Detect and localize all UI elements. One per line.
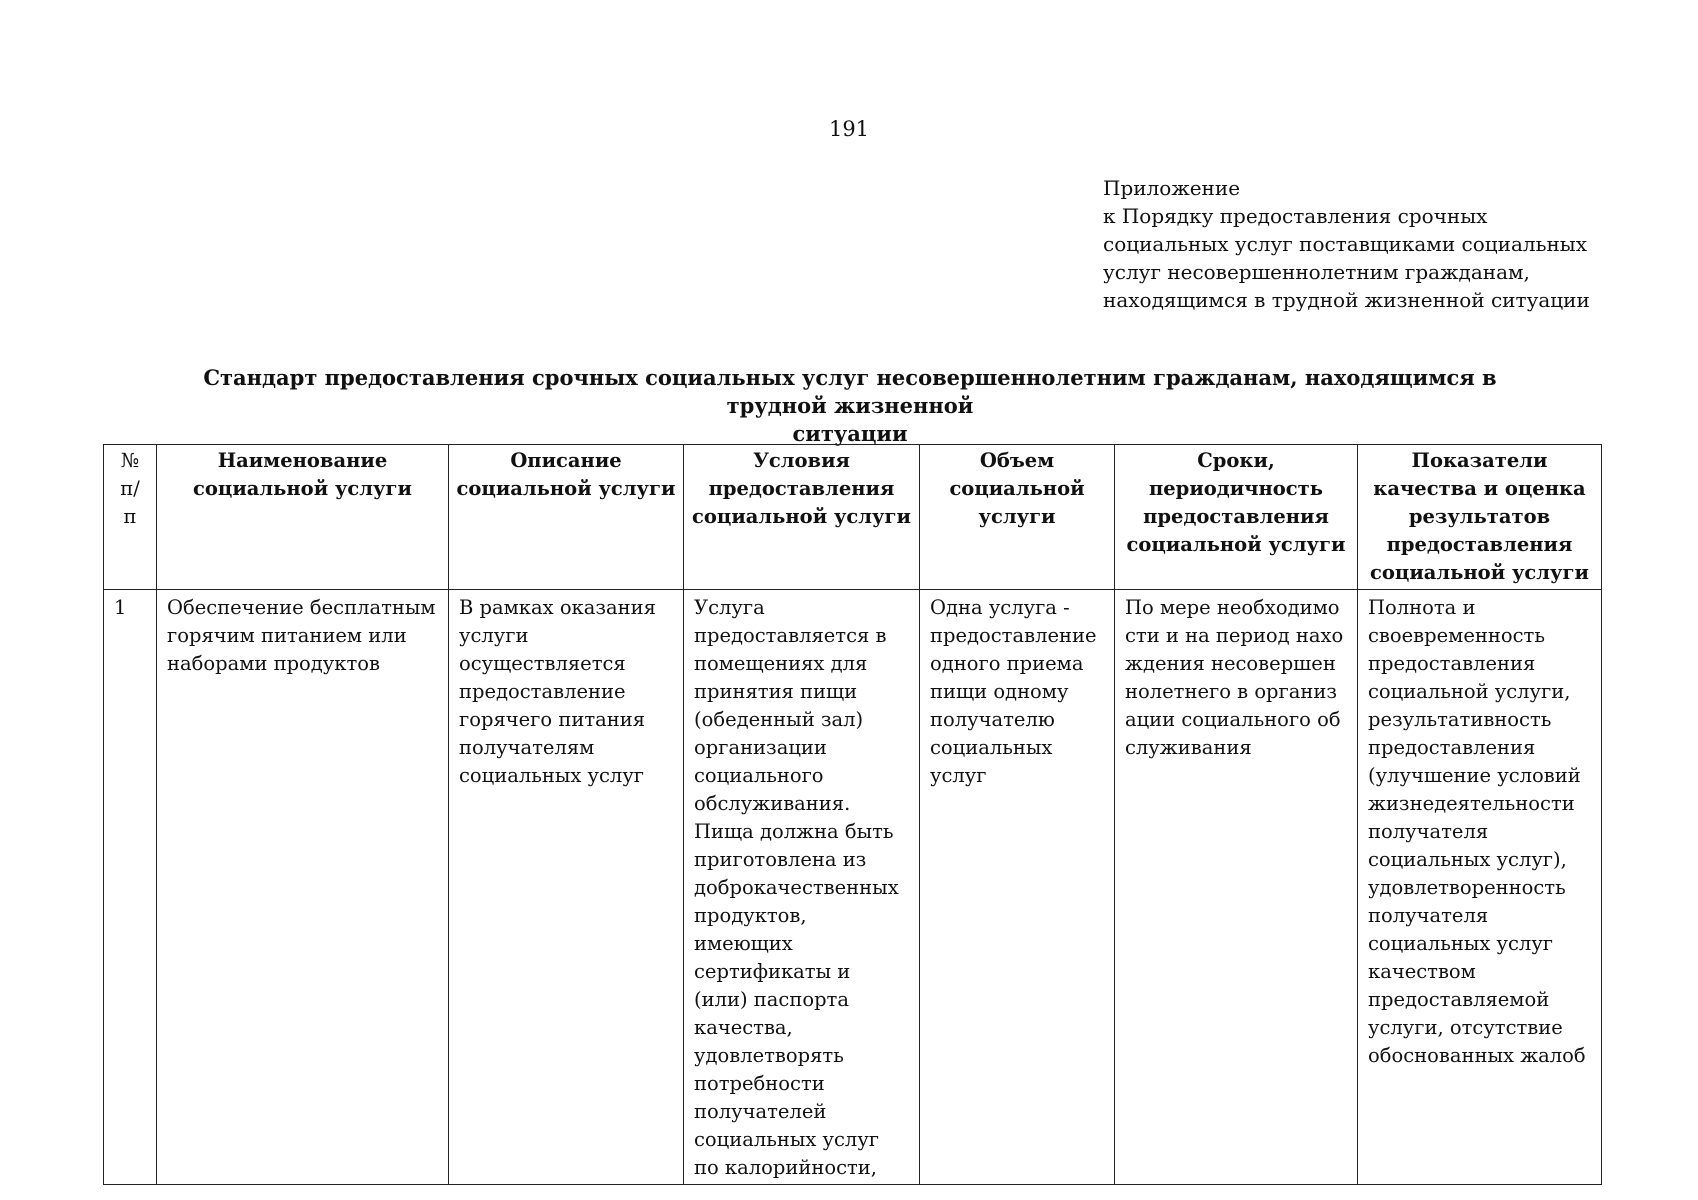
appendix-note [1103,174,1663,314]
cell-number: 1 [104,590,157,1185]
cell-service-name: Обеспечение бесплатным горячим питанием или наборами продуктов [157,590,449,1185]
page-number: 191 [828,117,870,141]
header-service-name: Наименование социальной услуги [157,445,449,590]
appendix-line: социальных услуг поставщиками социальных [1103,232,1588,256]
header-number: № п/ п [104,445,157,590]
cell-service-terms: По мере необходимости и на период нахождения несовершеннолетнего в организации социального обслуживания [1115,590,1358,1185]
cell-service-conditions: Услуга предоставляется в помещениях для принятия пищи (обеденный зал) организации социального обслуживания. Пища должна быть приготовлена из доброкачественных продуктов, имеющих сертификаты и (или) паспорта качества, удовлетворять потребности получателей социальных услуг по калорийности, [684,590,920,1185]
header-quality-indicators: Показатели качества и оценка результатов предоставления социальной услуги [1358,445,1602,590]
appendix-line: Приложение [1103,176,1241,200]
header-service-terms: Сроки, периодичность предоставления социальной услуги [1115,445,1358,590]
cell-quality-indicators: Полнота и своевременность предоставления социальной услуги, результативность предоставления (улучшение условий жизнедеятельности получателя социальных услуг), удовлетворенность получателя социальных услуг качеством предоставляемой услуги, отсутствие обоснованных жалоб [1358,590,1602,1185]
header-service-description: Описание социальной услуги [449,445,684,590]
document-title [150,364,1550,448]
standard-table [103,444,1602,1185]
table-row [104,590,1602,1185]
header-service-conditions: Условия предоставления социальной услуги [684,445,920,590]
appendix-line: услуг несовершеннолетним гражданам, [1103,260,1530,284]
appendix-line: находящимся в трудной жизненной ситуации [1103,288,1590,312]
table-header-row [104,445,1602,590]
cell-service-volume: Одна услуга - предоставление одного приема пищи одному получателю социальных услуг [920,590,1115,1185]
cell-service-description: В рамках оказания услуги осуществляется предоставление горячего питания получателям социальных услуг [449,590,684,1185]
appendix-line: к Порядку предоставления срочных [1103,204,1488,228]
document-title-line: Стандарт предоставления срочных социальных услуг несовершеннолетним гражданам, находящимся в трудной жизненной [203,365,1497,418]
header-service-volume: Объем социальной услуги [920,445,1115,590]
document-title-line: ситуации [792,421,908,446]
